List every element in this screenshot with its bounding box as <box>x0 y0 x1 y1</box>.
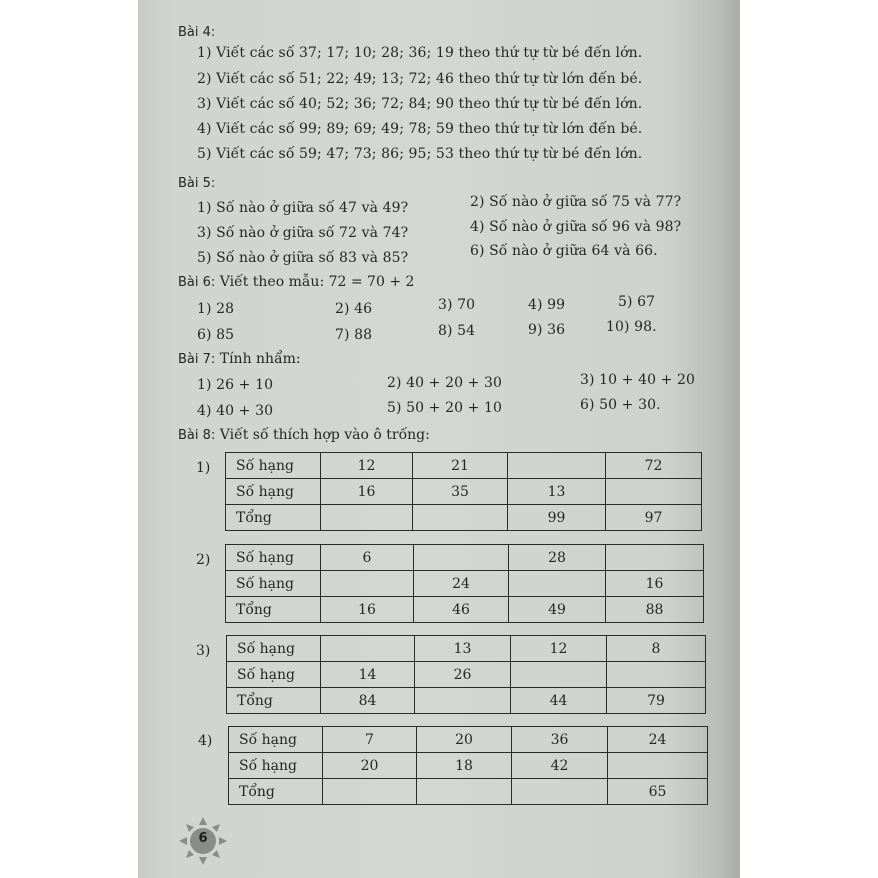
bai4-item-5: 5) Viết các số 59; 47; 73; 86; 95; 53 theo thứ tự từ bé đến lớn. <box>197 146 643 162</box>
cell[interactable]: 65 <box>608 779 708 805</box>
cell[interactable]: 6 <box>321 545 414 571</box>
cell[interactable]: 72 <box>606 453 702 479</box>
cell[interactable] <box>413 505 508 531</box>
table-4-number: 4) <box>198 733 213 749</box>
bai4-item-1: 1) Viết các số 37; 17; 10; 28; 36; 19 theo thứ tự từ bé đến lớn. <box>197 45 643 61</box>
cell[interactable]: 24 <box>608 727 708 753</box>
bai5-item-5: 5) Số nào ở giữa số 83 và 85? <box>197 250 409 266</box>
bai7-item-2: 2) 40 + 20 + 30 <box>387 375 503 391</box>
bai4-item-3: 3) Viết các số 40; 52; 36; 72; 84; 90 theo thứ tự từ bé đến lớn. <box>197 96 643 112</box>
bai5-heading <box>178 175 215 191</box>
cell[interactable]: 13 <box>415 636 511 662</box>
bai8-title: Bài 8: <box>178 428 216 443</box>
cell[interactable] <box>414 545 509 571</box>
row-label: Số hạng <box>229 753 323 779</box>
cell[interactable]: 79 <box>607 688 706 714</box>
bai5-item-2: 2) Số nào ở giữa số 75 và 77? <box>470 194 682 210</box>
bai4-heading <box>178 24 215 40</box>
cell[interactable] <box>417 779 512 805</box>
table-row <box>226 597 704 623</box>
cell[interactable]: 12 <box>321 453 413 479</box>
cell[interactable]: 13 <box>508 479 606 505</box>
bai6-item-8: 8) 54 <box>438 323 476 339</box>
cell[interactable]: 88 <box>606 597 704 623</box>
cell[interactable]: 42 <box>512 753 608 779</box>
addition-table-2 <box>225 544 704 623</box>
row-label: Số hạng <box>226 571 321 597</box>
bai5-item-6: 6) Số nào ở giữa 64 và 66. <box>470 243 658 259</box>
bai4-title: Bài 4: <box>178 25 216 40</box>
bai6-item-2: 2) 46 <box>335 301 373 317</box>
row-label: Tổng <box>226 505 321 531</box>
bai6-heading <box>178 274 414 290</box>
table-3-number: 3) <box>196 643 211 659</box>
bai7-title: Bài 7: <box>178 352 216 367</box>
bai6-item-3: 3) 70 <box>438 297 476 313</box>
cell[interactable]: 46 <box>414 597 509 623</box>
bai5-item-1: 1) Số nào ở giữa số 47 và 49? <box>197 200 409 216</box>
table-2-number: 2) <box>196 552 211 568</box>
table-row <box>229 727 708 753</box>
row-label: Tổng <box>226 597 321 623</box>
cell[interactable] <box>511 662 607 688</box>
table-row <box>227 662 706 688</box>
bai6-item-4: 4) 99 <box>528 297 566 313</box>
bai7-heading <box>178 351 301 367</box>
table-row <box>226 479 702 505</box>
table-1-number: 1) <box>196 460 211 476</box>
bai5-item-4: 4) Số nào ở giữa số 96 và 98? <box>470 219 682 235</box>
cell[interactable]: 44 <box>511 688 607 714</box>
cell[interactable]: 14 <box>321 662 415 688</box>
bai6-instruction: Viết theo mẫu: 72 = 70 + 2 <box>219 274 415 290</box>
table-row <box>227 636 706 662</box>
bai7-item-3: 3) 10 + 40 + 20 <box>580 372 696 388</box>
row-label: Tổng <box>227 688 321 714</box>
cell[interactable]: 21 <box>413 453 508 479</box>
cell[interactable] <box>606 545 704 571</box>
cell[interactable]: 35 <box>413 479 508 505</box>
bai8-heading <box>178 427 430 443</box>
cell[interactable]: 16 <box>321 597 414 623</box>
addition-table-4 <box>228 726 708 805</box>
cell[interactable]: 36 <box>512 727 608 753</box>
row-label: Số hạng <box>226 453 321 479</box>
table-row <box>226 545 704 571</box>
bai8-instruction: Viết số thích hợp vào ô trống: <box>219 427 430 443</box>
cell[interactable]: 24 <box>414 571 509 597</box>
bai6-item-9: 9) 36 <box>528 322 566 338</box>
addition-table-1 <box>225 452 702 531</box>
table-row <box>226 453 702 479</box>
row-label: Số hạng <box>229 727 323 753</box>
cell[interactable]: 84 <box>321 688 415 714</box>
row-label: Số hạng <box>226 545 321 571</box>
page-number: 6 <box>198 831 208 846</box>
cell[interactable] <box>321 571 414 597</box>
cell[interactable]: 99 <box>508 505 606 531</box>
cell[interactable] <box>323 779 417 805</box>
bai7-instruction: Tính nhẩm: <box>219 351 301 367</box>
cell[interactable]: 28 <box>509 545 606 571</box>
cell[interactable]: 16 <box>606 571 704 597</box>
cell[interactable]: 97 <box>606 505 702 531</box>
bai4-item-2: 2) Viết các số 51; 22; 49; 13; 72; 46 theo thứ tự từ lớn đến bé. <box>197 71 643 87</box>
cell[interactable]: 18 <box>417 753 512 779</box>
row-label: Số hạng <box>227 662 321 688</box>
cell[interactable] <box>508 453 606 479</box>
bai7-item-5: 5) 50 + 20 + 10 <box>387 400 503 416</box>
row-label: Số hạng <box>226 479 321 505</box>
cell[interactable] <box>607 662 706 688</box>
bai7-item-4: 4) 40 + 30 <box>197 403 274 419</box>
row-label: Tổng <box>229 779 323 805</box>
table-row <box>226 505 702 531</box>
cell[interactable]: 26 <box>415 662 511 688</box>
cell[interactable] <box>321 636 415 662</box>
bai6-item-7: 7) 88 <box>335 327 373 343</box>
page-number-badge <box>178 816 228 866</box>
bai5-item-3: 3) Số nào ở giữa số 72 và 74? <box>197 225 409 241</box>
addition-table-3 <box>226 635 706 714</box>
bai6-item-10: 10) 98. <box>606 319 657 335</box>
cell[interactable]: 7 <box>323 727 417 753</box>
cell[interactable] <box>608 753 708 779</box>
bai7-item-6: 6) 50 + 30. <box>580 397 661 413</box>
cell[interactable] <box>509 571 606 597</box>
cell[interactable]: 16 <box>321 479 413 505</box>
cell[interactable]: 12 <box>511 636 607 662</box>
bai4-item-4: 4) Viết các số 99; 89; 69; 49; 78; 59 theo thứ tự từ lớn đến bé. <box>197 121 643 137</box>
cell[interactable]: 8 <box>607 636 706 662</box>
bai6-title: Bài 6: <box>178 275 216 290</box>
cell[interactable]: 20 <box>323 753 417 779</box>
table-row <box>229 753 708 779</box>
table-row <box>229 779 708 805</box>
table-row <box>226 571 704 597</box>
cell[interactable] <box>512 779 608 805</box>
bai5-title: Bài 5: <box>178 176 216 191</box>
row-label: Số hạng <box>227 636 321 662</box>
cell[interactable] <box>321 505 413 531</box>
cell[interactable]: 20 <box>417 727 512 753</box>
cell[interactable] <box>606 479 702 505</box>
bai6-item-1: 1) 28 <box>197 301 235 317</box>
bai7-item-1: 1) 26 + 10 <box>197 377 274 393</box>
bai6-item-5: 5) 67 <box>618 294 656 310</box>
cell[interactable] <box>415 688 511 714</box>
table-row <box>227 688 706 714</box>
bai6-item-6: 6) 85 <box>197 327 235 343</box>
cell[interactable]: 49 <box>509 597 606 623</box>
